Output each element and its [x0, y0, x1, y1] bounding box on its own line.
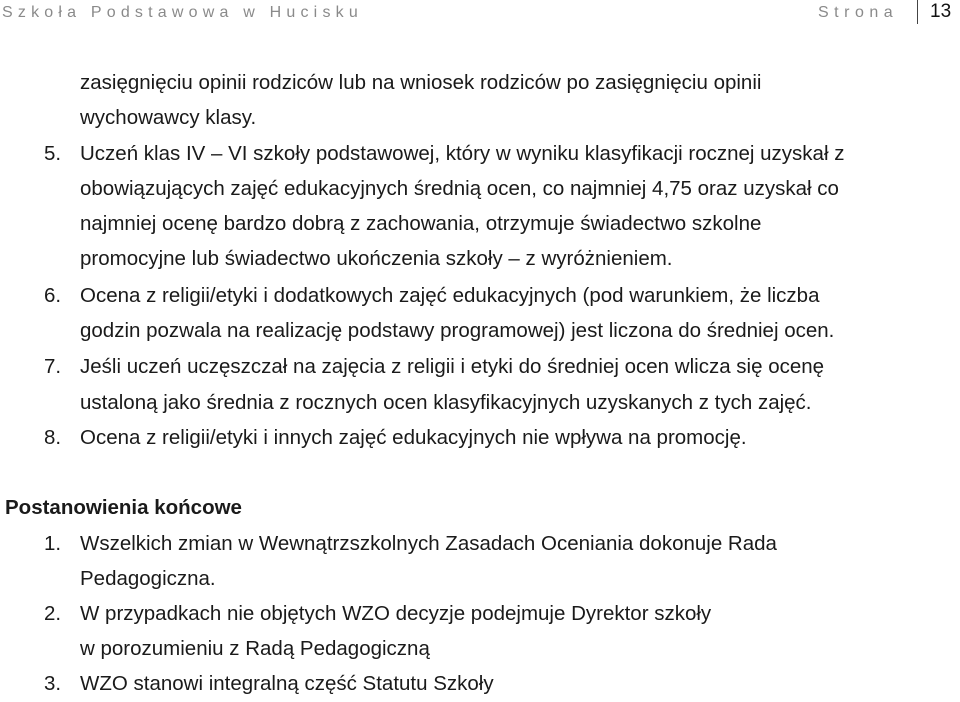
list-item-line: godzin pozwala na realizację podstawy programowej) jest liczona do średniej ocen. [80, 319, 835, 342]
list-item-number: 2. [44, 602, 62, 625]
list-item-line: WZO stanowi integralną część Statutu Szkoły [80, 672, 494, 695]
paragraph-line: wychowawcy klasy. [80, 106, 257, 129]
list-item-line: promocyjne lub świadectwo ukończenia szkoły – z wyróżnieniem. [80, 247, 673, 270]
list-item-line: obowiązujących zajęć edukacyjnych średnią ocen, co najmniej 4,75 oraz uzyskał co [80, 177, 839, 200]
list-item-line: Ocena z religii/etyki i innych zajęć edukacyjnych nie wpływa na promocję. [80, 426, 747, 449]
list-item-line: Uczeń klas IV – VI szkoły podstawowej, który w wyniku klasyfikacji rocznej uzyskał z [80, 142, 845, 165]
list-item-number: 6. [44, 284, 62, 307]
list-item-line: W przypadkach nie objętych WZO decyzje podejmuje Dyrektor szkoły [80, 602, 712, 625]
paragraph-line: zasięgnięciu opinii rodziców lub na wniosek rodziców po zasięgnięciu opinii [80, 71, 762, 94]
list-item-line: w porozumieniu z Radą Pedagogiczną [80, 637, 430, 660]
list-item-line: Jeśli uczeń uczęszczał na zajęcia z religii i etyki do średniej ocen wlicza się ocenę [80, 355, 825, 378]
list-item-number: 3. [44, 672, 62, 695]
list-item-number: 1. [44, 532, 62, 555]
school-name: Szkoła Podstawowa w Hucisku [2, 4, 363, 21]
list-item-line: Pedagogiczna. [80, 567, 216, 590]
page-number: 13 [930, 1, 952, 22]
list-item-line: najmniej ocenę bardzo dobrą z zachowania, otrzymuje świadectwo szkolne [80, 212, 762, 235]
page-label: Strona [818, 4, 899, 21]
page-header [0, 0, 960, 28]
list-item-number: 7. [44, 355, 62, 378]
list-item-line: ustaloną jako średnia z rocznych ocen klasyfikacyjnych uzyskanych z tych zajęć. [80, 391, 812, 414]
page-number-divider [917, 0, 918, 24]
list-item-line: Wszelkich zmian w Wewnątrzszkolnych Zasadach Oceniania dokonuje Rada [80, 532, 777, 555]
list-item-line: Ocena z religii/etyki i dodatkowych zajęć edukacyjnych (pod warunkiem, że liczba [80, 284, 820, 307]
section-heading: Postanowienia końcowe [5, 496, 242, 519]
list-item-number: 8. [44, 426, 62, 449]
list-item-number: 5. [44, 142, 62, 165]
